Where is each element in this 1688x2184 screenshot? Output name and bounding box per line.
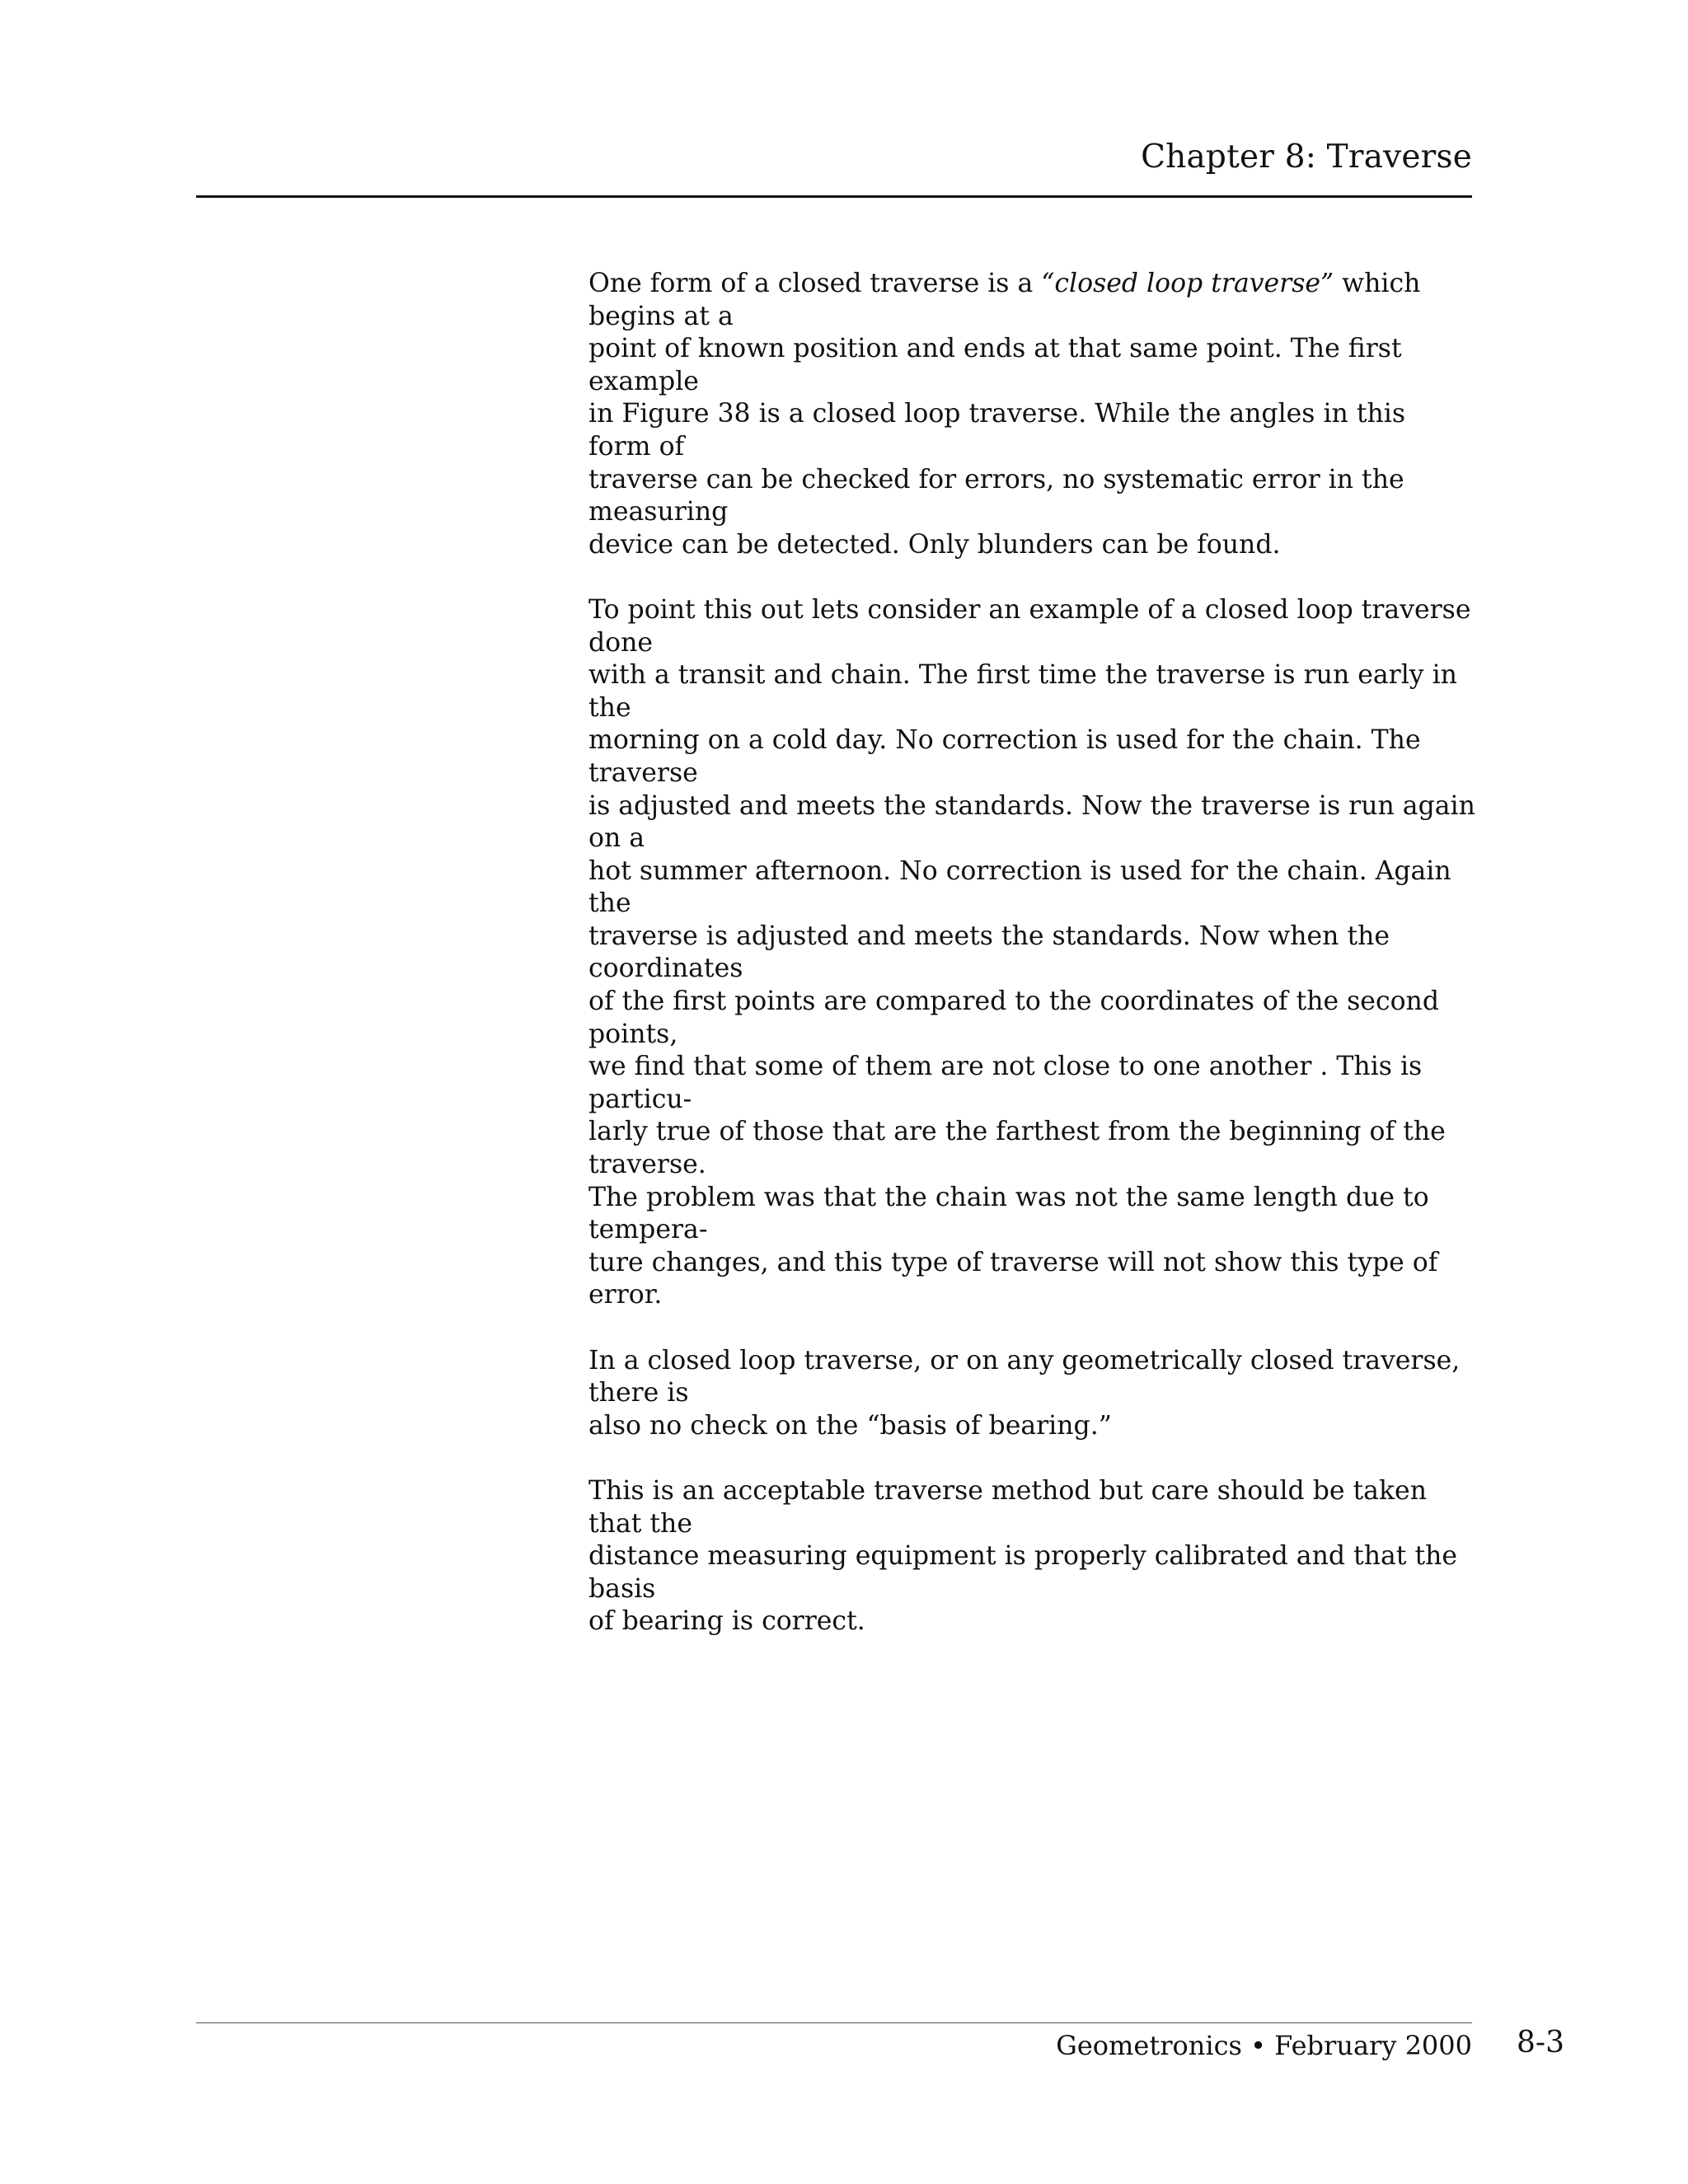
paragraph-1 xyxy=(588,268,1475,561)
paragraph-1-before: One form of a closed traverse is a xyxy=(588,269,1042,298)
paragraph-1-after: which begins at a point of known position and ends at that same point. The first example in Figure 38 is a closed loop traverse. While the angles in this form of traverse can be checked for errors, no systematic error in the measuring device can be detected. Only blunders can be found. xyxy=(588,269,1421,560)
paragraph-4: This is an acceptable traverse method but care should be taken that the distance measuring equipment is properly calibrated and that the basis of bearing is correct. xyxy=(588,1475,1458,1637)
page-number: 8-3 xyxy=(1517,2026,1564,2060)
footer-publication: Geometronics • February 2000 xyxy=(1056,2030,1472,2061)
body-text xyxy=(588,268,1475,1671)
paragraph-3: In a closed loop traverse, or on any geometrically closed traverse, there is also no check on the “basis of bearing.” xyxy=(588,1345,1461,1441)
paragraph-2: To point this out lets consider an example of a closed loop traverse done with a transit and chain. The first time the traverse is run early in the morning on a cold day. No correction is used for the chain. The traverse is adjusted and meets the standards. Now the traverse is run again on a hot summer afternoon. No correction is used for the chain. Again the traverse is adjusted and meets the standards. Now when the coordinates of the first points are compared to the coordinates of the second points, we find that some of them are not close to one another . This is particu- larly true of those that are the farthest from the beginning of the traverse. The problem was that the chain was not the same length due to tempera- ture changes, and this type of traverse will not show this type of error. xyxy=(588,594,1475,1310)
header-rule xyxy=(196,195,1472,198)
chapter-title: Chapter 8: Traverse xyxy=(1141,138,1472,176)
paragraph-1-emphasis: “closed loop traverse” xyxy=(1041,269,1334,298)
footer-rule xyxy=(196,2022,1472,2023)
